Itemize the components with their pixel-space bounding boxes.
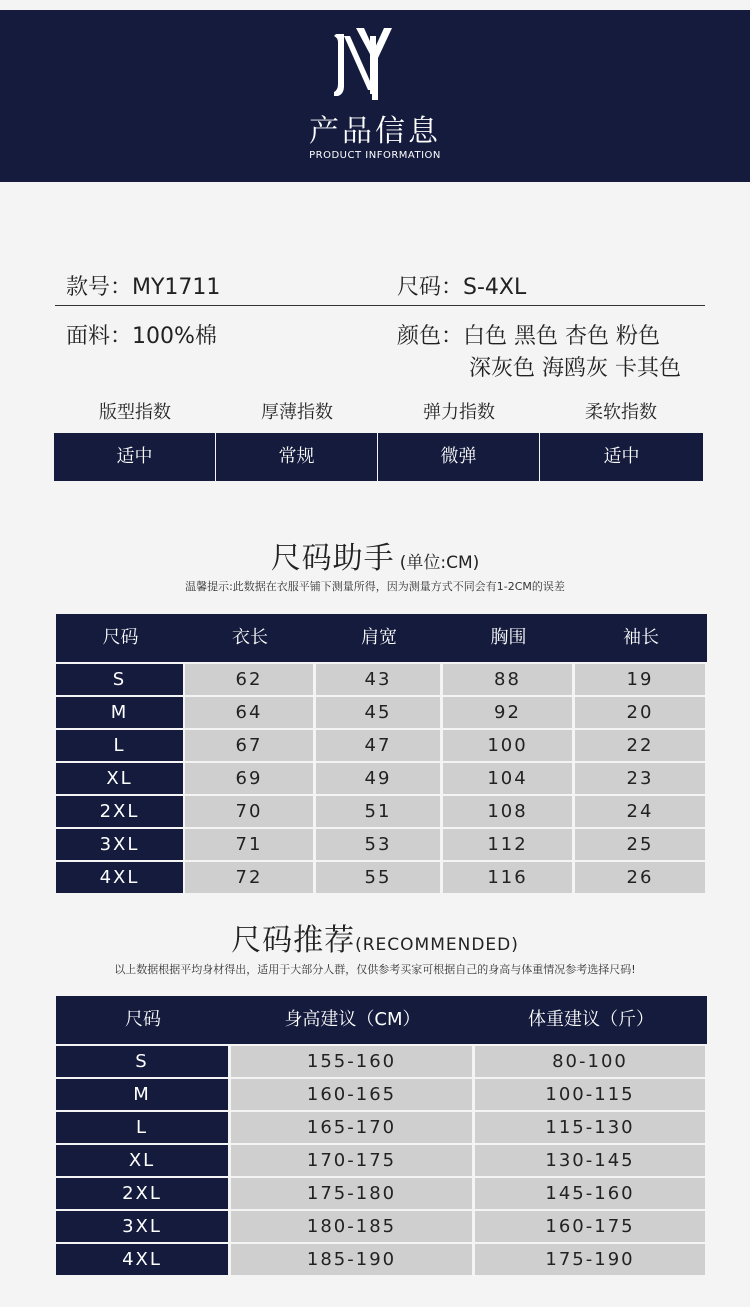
colors-line-1: 颜色：白色 黑色 杏色 粉色: [397, 324, 660, 349]
size-chart-size-cell: S: [56, 664, 183, 695]
size-range: 尺码：S-4XL: [397, 275, 527, 300]
size-chart-value-cell: 51: [316, 796, 440, 827]
recommend-value-cell: 155-160: [231, 1046, 472, 1077]
size-chart-column-header: 尺码: [102, 627, 139, 648]
index-label: 弹力指数: [423, 402, 495, 423]
recommend-column-header: 身高建议（CM）: [284, 1009, 421, 1030]
recommend-size-cell: L: [56, 1112, 228, 1143]
recommend-value-cell: 175-190: [475, 1244, 705, 1275]
size-chart-size-cell: 3XL: [56, 829, 183, 860]
recommend-note: 以上数据根据平均身材得出，适用于大部分人群，仅供参考买家可根据自己的身高与体重情况参考选择尺码!: [114, 963, 636, 976]
size-chart-column-header: 胸围: [490, 627, 527, 648]
recommend-size-cell: 3XL: [56, 1211, 228, 1242]
index-value: 常规: [216, 433, 377, 481]
recommend-value-cell: 170-175: [231, 1145, 472, 1176]
size-chart-size-cell: M: [56, 697, 183, 728]
recommend-subtitle: (RECOMMENDED): [355, 935, 519, 955]
size-chart-value-cell: 108: [443, 796, 572, 827]
size-chart-value-cell: 104: [443, 763, 572, 794]
recommend-value-cell: 160-175: [475, 1211, 705, 1242]
size-chart-value-cell: 24: [575, 796, 705, 827]
size-chart-column-header: 袖长: [623, 627, 659, 648]
recommend-size-cell: 2XL: [56, 1178, 228, 1209]
size-chart-size-cell: 2XL: [56, 796, 183, 827]
size-chart-value-cell: 19: [575, 664, 705, 695]
size-chart-value-cell: 67: [185, 730, 313, 761]
size-chart-value-cell: 47: [316, 730, 440, 761]
recommend-value-cell: 180-185: [231, 1211, 472, 1242]
size-chart-size-cell: XL: [56, 763, 183, 794]
size-chart-value-cell: 71: [185, 829, 313, 860]
size-chart-title: 尺码助手: [270, 541, 395, 576]
recommend-value-cell: 165-170: [231, 1112, 472, 1143]
index-label: 版型指数: [99, 402, 171, 423]
recommend-value-cell: 80-100: [475, 1046, 705, 1077]
recommend-value-cell: 115-130: [475, 1112, 705, 1143]
size-chart-value-cell: 92: [443, 697, 572, 728]
ny-logo-icon: [330, 24, 400, 102]
size-chart-value-cell: 62: [185, 664, 313, 695]
recommend-size-cell: S: [56, 1046, 228, 1077]
size-chart-value-cell: 20: [575, 697, 705, 728]
size-chart-heading: [0, 533, 750, 577]
index-value: 适中: [54, 433, 215, 481]
size-chart-value-cell: 116: [443, 862, 572, 893]
recommend-value-cell: 175-180: [231, 1178, 472, 1209]
size-chart-value-cell: 64: [185, 697, 313, 728]
recommend-value-cell: 185-190: [231, 1244, 472, 1275]
recommend-title: 尺码推荐: [231, 923, 356, 958]
size-chart-value-cell: 45: [316, 697, 440, 728]
recommend-size-cell: 4XL: [56, 1244, 228, 1275]
size-chart-value-cell: 112: [443, 829, 572, 860]
size-chart-value-cell: 23: [575, 763, 705, 794]
size-chart-value-cell: 69: [185, 763, 313, 794]
recommend-column-header: 尺码: [125, 1009, 161, 1030]
size-chart-size-cell: 4XL: [56, 862, 183, 893]
recommend-value-cell: 160-165: [231, 1079, 472, 1110]
page-subtitle: PRODUCT INFORMATION: [309, 150, 441, 161]
recommend-value-cell: 130-145: [475, 1145, 705, 1176]
size-chart-value-cell: 70: [185, 796, 313, 827]
size-chart-value-cell: 26: [575, 862, 705, 893]
size-chart-value-cell: 22: [575, 730, 705, 761]
size-chart-unit: (单位:CM): [399, 553, 480, 573]
size-chart-column-header: 衣长: [232, 627, 268, 648]
size-chart-size-cell: L: [56, 730, 183, 761]
index-value: 微弹: [378, 433, 539, 481]
colors-line-2: 深灰色 海鸥灰 卡其色: [469, 356, 681, 381]
size-chart-value-cell: 25: [575, 829, 705, 860]
size-chart-note: 温馨提示:此数据在衣服平铺下测量所得，因为测量方式不同会有1-2CM的误差: [185, 580, 565, 593]
size-chart-value-cell: 53: [316, 829, 440, 860]
size-chart-value-cell: 43: [316, 664, 440, 695]
index-value: 适中: [540, 433, 703, 481]
recommend-value-cell: 145-160: [475, 1178, 705, 1209]
style-number: 款号：MY1711: [66, 275, 221, 300]
recommend-heading: [0, 915, 750, 959]
size-chart-column-header: 肩宽: [361, 627, 397, 648]
recommend-value-cell: 100-115: [475, 1079, 705, 1110]
size-chart-value-cell: 88: [443, 664, 572, 695]
size-chart-value-cell: 49: [316, 763, 440, 794]
fabric: 面料：100%棉: [66, 324, 217, 349]
recommend-size-cell: M: [56, 1079, 228, 1110]
size-chart-value-cell: 72: [185, 862, 313, 893]
size-chart-value-cell: 100: [443, 730, 572, 761]
size-chart-value-cell: 55: [316, 862, 440, 893]
index-label: 厚薄指数: [261, 402, 333, 423]
recommend-size-cell: XL: [56, 1145, 228, 1176]
divider: [55, 305, 705, 306]
recommend-column-header: 体重建议（斤）: [528, 1009, 654, 1030]
index-label: 柔软指数: [585, 402, 657, 423]
page-title: 产品信息: [309, 114, 441, 149]
